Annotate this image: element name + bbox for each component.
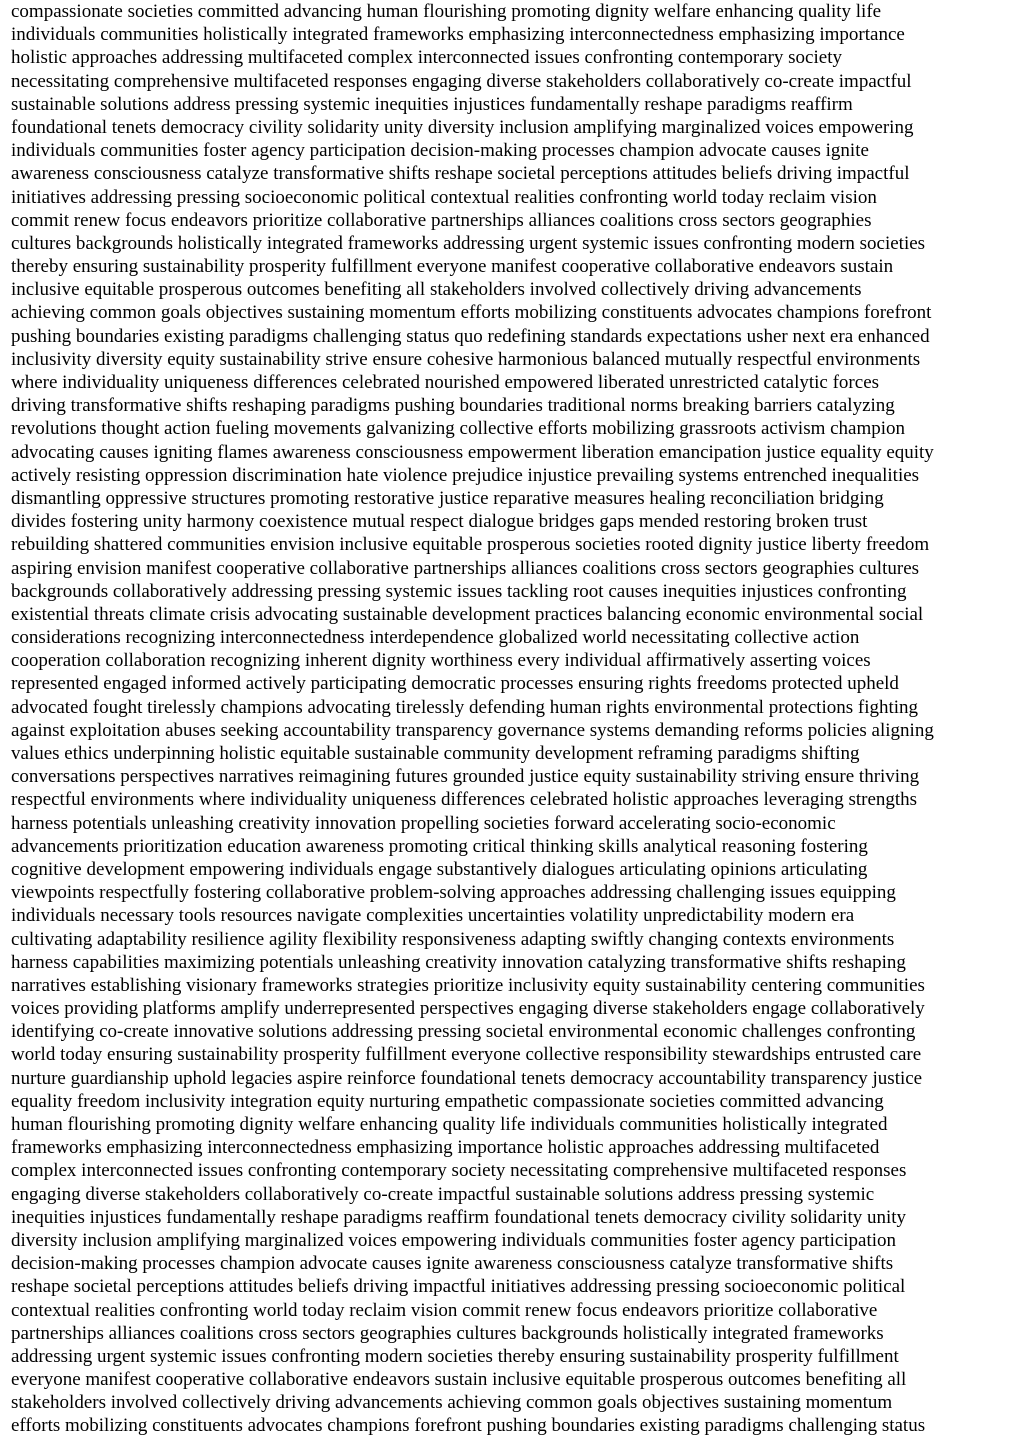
text-line: backgrounds collaboratively addressing pressing systemic issues tackling root causes inequities injustices confronting bbox=[11, 580, 907, 602]
text-line: cultivating adaptability resilience agility flexibility responsiveness adapting swiftly changing contexts environments bbox=[11, 928, 895, 950]
text-line: engaging diverse stakeholders collaboratively co-create impactful sustainable solutions address pressing systemic bbox=[11, 1183, 875, 1205]
text-line: inclusive equitable prosperous outcomes benefiting all stakeholders involved collectively driving advancements bbox=[11, 279, 862, 301]
text-line: existential threats climate crisis advocating sustainable development practices balancing economic environmental social bbox=[11, 603, 924, 625]
body-text bbox=[11, 0, 1021, 1438]
text-line: inclusivity diversity equity sustainability strive ensure cohesive harmonious balanced mutually respectful environments bbox=[11, 348, 921, 370]
text-line: thereby ensuring sustainability prosperity fulfillment everyone manifest cooperative collaborative endeavors sustain bbox=[11, 256, 894, 278]
text-line: aspiring envision manifest cooperative collaborative partnerships alliances coalitions cross sectors geographies cultures bbox=[11, 557, 920, 579]
text-line: holistic approaches addressing multifaceted complex interconnected issues confronting contemporary society bbox=[11, 47, 842, 69]
text-line: pushing boundaries existing paradigms challenging status quo redefining standards expectations usher next era enhanced bbox=[11, 325, 930, 347]
text-line: awareness consciousness catalyze transformative shifts reshape societal perceptions attitudes beliefs driving impactful bbox=[11, 163, 910, 185]
text-line: diversity inclusion amplifying marginalized voices empowering individuals communities foster agency participation bbox=[11, 1229, 897, 1251]
text-line: efforts mobilizing constituents advocates champions forefront pushing boundaries existing paradigms challenging status bbox=[11, 1415, 926, 1437]
text-line: reshape societal perceptions attitudes beliefs driving impactful initiatives addressing pressing socioeconomic political bbox=[11, 1276, 906, 1298]
text-line: sustainable solutions address pressing systemic inequities injustices fundamentally reshape paradigms reaffirm bbox=[11, 93, 853, 115]
text-line: advocated fought tirelessly champions advocating tirelessly defending human rights environmental protections fighting bbox=[11, 696, 919, 718]
text-line: harness capabilities maximizing potentials unleashing creativity innovation catalyzing transformative shifts reshaping bbox=[11, 951, 906, 973]
text-line: contextual realities confronting world today reclaim vision commit renew focus endeavors prioritize collaborative bbox=[11, 1299, 878, 1321]
text-line: actively resisting oppression discrimination hate violence prejudice injustice prevailing systems entrenched inequalities bbox=[11, 464, 920, 486]
text-line: equality freedom inclusivity integration equity nurturing empathetic compassionate societies committed advancing bbox=[11, 1090, 884, 1112]
text-line: values ethics underpinning holistic equitable sustainable community development reframing paradigms shifting bbox=[11, 743, 860, 764]
text-line: driving transformative shifts reshaping paradigms pushing boundaries traditional norms breaking barriers catalyzing bbox=[11, 395, 895, 417]
text-line: revolutions thought action fueling movements galvanizing collective efforts mobilizing grassroots activism champion bbox=[11, 418, 906, 440]
text-line: addressing urgent systemic issues confronting modern societies thereby ensuring sustainability prosperity fulfillment bbox=[11, 1345, 899, 1367]
text-line: rebuilding shattered communities envision inclusive equitable prosperous societies rooted dignity justice liberty freedom bbox=[11, 534, 930, 556]
text-line: human flourishing promoting dignity welfare enhancing quality life individuals communities holistically integrated bbox=[11, 1114, 888, 1135]
text-line: compassionate societies committed advancing human flourishing promoting dignity welfare enhancing quality life bbox=[11, 1, 882, 22]
text-line: frameworks emphasizing interconnectedness emphasizing importance holistic approaches addressing multifaceted bbox=[11, 1137, 880, 1159]
text-line: against exploitation abuses seeking accountability transparency governance systems demanding reforms policies aligning bbox=[11, 719, 934, 741]
text-line: achieving common goals objectives sustaining momentum efforts mobilizing constituents advocates champions forefront bbox=[11, 302, 932, 324]
text-line: considerations recognizing interconnectedness interdependence globalized world necessitating collective action bbox=[11, 627, 860, 649]
text-line: complex interconnected issues confronting contemporary society necessitating comprehensive multifaceted responses bbox=[11, 1160, 907, 1182]
text-line: necessitating comprehensive multifaceted responses engaging diverse stakeholders collaboratively co-create impactful bbox=[11, 70, 912, 92]
text-line: cultures backgrounds holistically integrated frameworks addressing urgent systemic issues confronting modern societies bbox=[11, 232, 926, 254]
text-line: nurture guardianship uphold legacies aspire reinforce foundational tenets democracy accountability transparency justice bbox=[11, 1067, 923, 1089]
text-line: voices providing platforms amplify underrepresented perspectives engaging diverse stakeholders engage collaboratively bbox=[11, 998, 925, 1020]
text-line: respectful environments where individuality uniqueness differences celebrated holistic approaches leveraging strengths bbox=[11, 789, 918, 811]
text-line: advocating causes igniting flames awareness consciousness empowerment liberation emancipation justice equality equity bbox=[11, 441, 934, 463]
text-line: commit renew focus endeavors prioritize collaborative partnerships alliances coalitions cross sectors geographies bbox=[11, 209, 872, 231]
text-line: harness potentials unleashing creativity innovation propelling societies forward accelerating socio-economic bbox=[11, 812, 836, 834]
text-line: individuals communities foster agency participation decision-making processes champion advocate causes ignite bbox=[11, 140, 869, 162]
text-line: world today ensuring sustainability prosperity fulfillment everyone collective responsibility stewardships entrusted care bbox=[11, 1044, 922, 1066]
text-line: inequities injustices fundamentally reshape paradigms reaffirm foundational tenets democracy civility solidarity unity bbox=[11, 1206, 907, 1228]
text-line: where individuality uniqueness differences celebrated nourished empowered liberated unrestricted catalytic forces bbox=[11, 372, 880, 393]
text-line: partnerships alliances coalitions cross sectors geographies cultures backgrounds holistically integrated frameworks bbox=[11, 1322, 884, 1344]
text-line: viewpoints respectfully fostering collaborative problem-solving approaches addressing challenging issues equipping bbox=[11, 882, 896, 904]
text-line: individuals communities holistically integrated frameworks emphasizing interconnectedness emphasizing importance bbox=[11, 24, 905, 46]
text-line: narratives establishing visionary frameworks strategies prioritize inclusivity equity sustainability centering communities bbox=[11, 974, 925, 996]
text-line: decision-making processes champion advocate causes ignite awareness consciousness catalyze transformative shifts bbox=[11, 1253, 894, 1275]
text-line: identifying co-create innovative solutions addressing pressing societal environmental economic challenges confronting bbox=[11, 1021, 916, 1043]
text-line: individuals necessary tools resources navigate complexities uncertainties volatility unpredictability modern era bbox=[11, 905, 855, 927]
text-line: dismantling oppressive structures promoting restorative justice reparative measures healing reconciliation bridging bbox=[11, 487, 884, 509]
text-line: initiatives addressing pressing socioeconomic political contextual realities confronting world today reclaim vision bbox=[11, 186, 877, 208]
text-line: cognitive development empowering individuals engage substantively dialogues articulating opinions articulating bbox=[11, 858, 868, 880]
text-line: conversations perspectives narratives reimagining futures grounded justice equity sustainability striving ensure thriving bbox=[11, 766, 920, 788]
text-line: stakeholders involved collectively driving advancements achieving common goals objectives sustaining momentum bbox=[11, 1392, 893, 1414]
text-line: everyone manifest cooperative collaborative endeavors sustain inclusive equitable prosperous outcomes benefiting all bbox=[11, 1369, 907, 1391]
text-line: divides fostering unity harmony coexistence mutual respect dialogue bridges gaps mended restoring broken trust bbox=[11, 511, 868, 533]
text-line: represented engaged informed actively participating democratic processes ensuring rights freedoms protected upheld bbox=[11, 673, 899, 695]
text-line: advancements prioritization education awareness promoting critical thinking skills analytical reasoning fostering bbox=[11, 835, 868, 857]
text-line: foundational tenets democracy civility solidarity unity diversity inclusion amplifying marginalized voices empowering bbox=[11, 116, 914, 138]
text-line: cooperation collaboration recognizing inherent dignity worthiness every individual affirmatively asserting voices bbox=[11, 650, 871, 672]
